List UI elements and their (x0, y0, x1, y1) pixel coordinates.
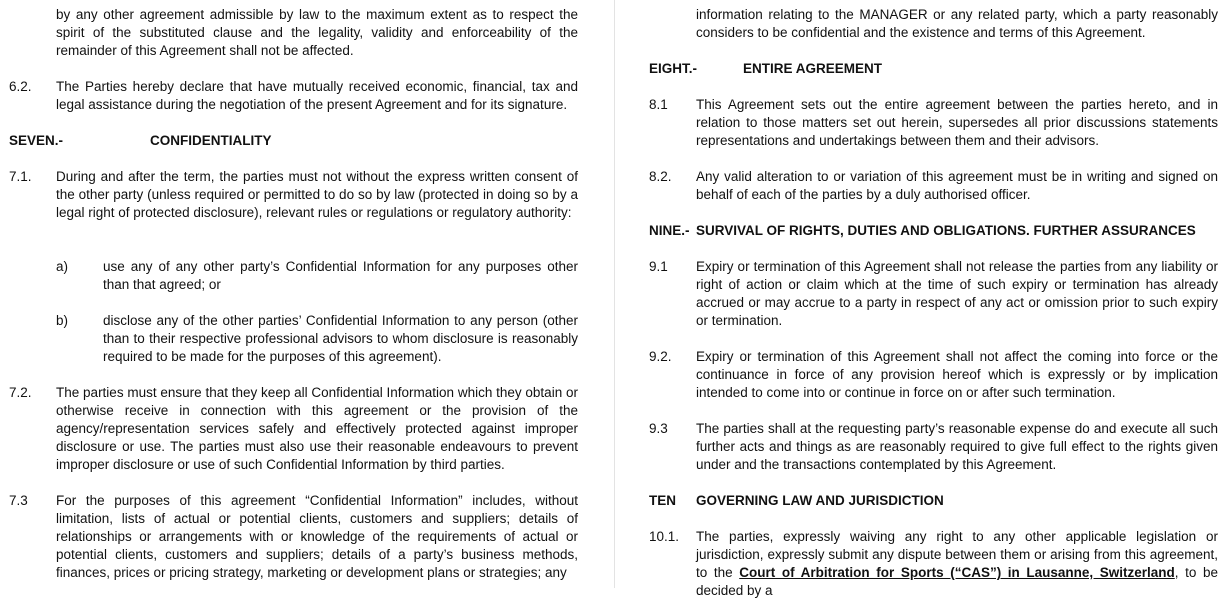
clause-text-7-2: The parties must ensure that they keep all Confidential Information which they obtain or otherwise receive in connection with this agreement or the provision of the agency/representation services safely and effectively protected against improper disclosure or use. The parties must also use their reasonable endeavours to prevent improper disclosure or use of such Confidential Information by third parties. (56, 385, 578, 472)
section-number-nine: NINE.- (649, 223, 690, 238)
clause-number-7-2: 7.2. (9, 385, 32, 400)
clause-text-8-2: Any valid alteration to or variation of this agreement must be in writing and signed on behalf of each of the parties by a duly authorised officer. (696, 169, 1218, 202)
paragraph-6-1-continuation: by any other agreement admissible by law to the maximum extent as to respect the spirit of the substituted clause and the legality, validity and enforceability of the remainder of this Agreement shall not be affected. (56, 7, 578, 58)
clause-text-10-1 (696, 528, 1218, 600)
clause-number-8-1: 8.1 (649, 97, 668, 112)
clause-text-6-2: The Parties hereby declare that have mutually received economic, financial, tax and legal assistance during the negotiation of the present Agreement and for its signature. (56, 79, 578, 112)
clause-text-7-3: For the purposes of this agreement “Confidential Information” includes, without limitation, lists of actual or potential clients, customers and suppliers; details of relationships or arrangements with or knowledge of the requirements of actual or potential clients, customers and suppliers; details of a party’s business methods, finances, prices or pricing strategy, marketing or development plans or strategies; any (56, 493, 578, 580)
clause-number-8-2: 8.2. (649, 169, 672, 184)
clause-text-9-3: The parties shall at the requesting party’s reasonable expense do and execute all such further acts and things as are reasonably required to give full effect to the rights given under and the transactions contemplated by this Agreement. (696, 421, 1218, 472)
clause-number-9-2: 9.2. (649, 349, 672, 364)
clause-text-10-1-part-1: The parties, expressly waiving any right to any other applicable legislation or jurisdiction, expressly submit any dispute between them or arising from this agreement, to the (696, 529, 1218, 580)
clause-text-9-1: Expiry or termination of this Agreement shall not release the parties from any liability or right of action or claim which at the time of such expiry or termination has already accrued or may accrue to a party in respect of any act or omission prior to such expiry or termination. (696, 259, 1218, 328)
clause-number-7-3: 7.3 (9, 493, 28, 508)
item-text-a: use any of any other party’s Confidential Information for any purposes other than that agreed; or (103, 259, 578, 292)
clause-number-9-3: 9.3 (649, 421, 668, 436)
clause-text-7-1: During and after the term, the parties must not without the express written consent of the other party (unless required or permitted to do so by law (protected in doing so by a legal right of protected disclosure), relevant rules or regulations or regulatory authority: (56, 169, 578, 220)
column-divider (614, 0, 615, 588)
clause-number-6-2: 6.2. (9, 79, 32, 94)
clause-number-7-1: 7.1. (9, 169, 32, 184)
section-title-entire-agreement: ENTIRE AGREEMENT (743, 61, 883, 76)
section-number-ten: TEN (649, 493, 676, 508)
paragraph-7-3-continuation: information relating to the MANAGER or any related party, which a party reasonably considers to be confidential and the existence and terms of this Agreement. (696, 7, 1218, 40)
item-marker-a: a) (56, 259, 69, 274)
section-title-confidentiality: CONFIDENTIALITY (150, 133, 272, 148)
section-title-survival: SURVIVAL OF RIGHTS, DUTIES AND OBLIGATIONS. FURTHER ASSURANCES (696, 223, 1196, 238)
court-of-arbitration-reference: Court of Arbitration for Sports (“CAS”) in Lausanne, Switzerland (739, 565, 1175, 580)
clause-number-10-1: 10.1. (649, 529, 680, 544)
clause-text-8-1: This Agreement sets out the entire agreement between the parties hereto, and in relation to those matters set out herein, supersedes all prior discussions statements representations and undertakings between them and their advisors. (696, 97, 1218, 148)
section-number-seven: SEVEN.- (9, 133, 64, 148)
item-marker-b: b) (56, 313, 69, 328)
clause-text-10-1-part-2: , to be decided by a (696, 565, 1219, 598)
clause-text-9-2: Expiry or termination of this Agreement shall not affect the coming into force or the continuance in force of any provision hereof which is expressly or by implication intended to come into or continue in force on or after such termination. (696, 349, 1218, 400)
clause-number-9-1: 9.1 (649, 259, 668, 274)
section-title-governing-law: GOVERNING LAW AND JURISDICTION (696, 493, 944, 508)
item-text-b: disclose any of the other parties’ Confidential Information to any person (other than to their respective professional advisors to whom disclosure is reasonably required to be made for the purposes of this agreement). (103, 313, 578, 364)
section-number-eight: EIGHT.- (649, 61, 698, 76)
